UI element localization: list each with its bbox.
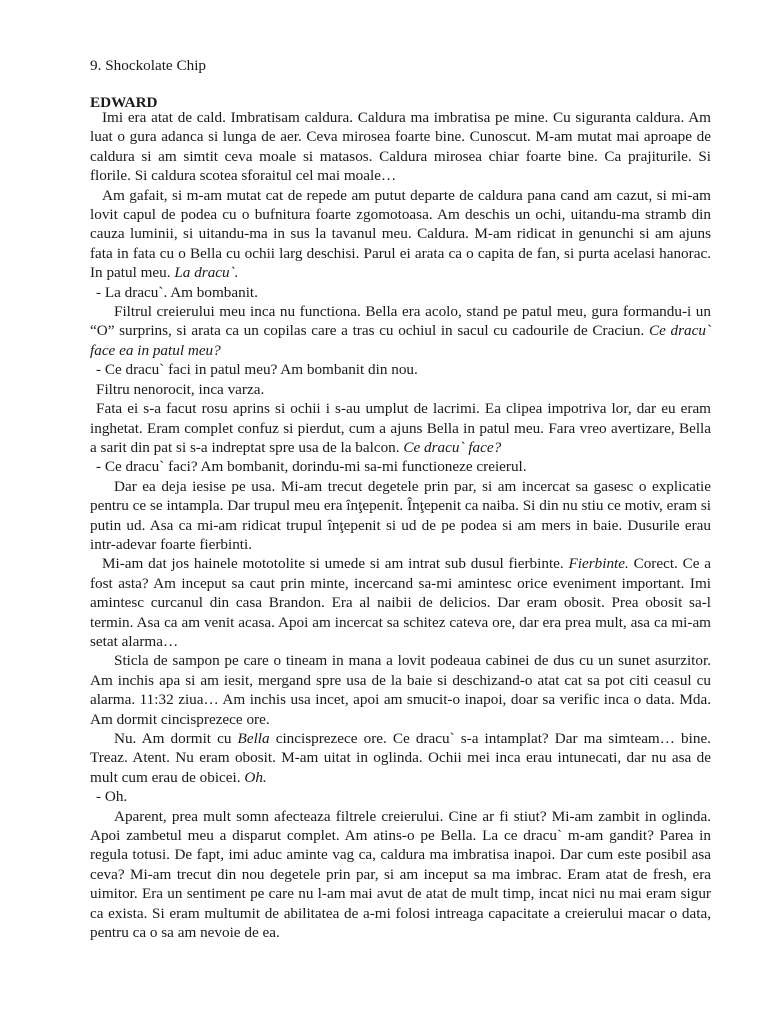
- paragraph-text: Mi-am dat jos hainele mototolite si umede si am intrat sub dusul fierbinte.: [102, 555, 569, 573]
- paragraph-text: Aparent, prea mult somn afecteaza filtrele creierului. Cine ar fi stiut? Mi-am zambit in oglinda. Apoi zambetul meu a disparut complet. Am atins-o pe Bella. La ce dracu` m-am gandit? Parea in regula totusi. De fapt, imi aduc aminte vag ca, caldura ma imbratisa inapoi. Dar cum este posibil asa ceva? Mi-am trecut din nou degetele prin par, si am inceput sa ma imbrac. Eram atat de fresh, era uimitor. Era un sentiment pe care nu l-am mai avut de atat de mult timp, incat nici nu mai eram sigur ca exista. Si eram multumit de abilitatea de a-mi folosi intreaga capacitate a creierului macar o data, pentru ca o sa am nevoie de ea.: [90, 807, 711, 942]
- italic-text: Oh.: [244, 768, 267, 786]
- paragraph-text: cincisprezece ore. Ce dracu` s-a intamplat? Dar ma simteam… bine. Treaz. Atent. Nu eram obosit. M-am uitat in oglinda. Ochii mei inca erau intunecati, dar nu asa de mult cum erau de obicei.: [90, 730, 711, 786]
- paragraph: [90, 807, 711, 943]
- paragraph: [90, 108, 711, 186]
- paragraph: [90, 399, 711, 457]
- paragraph: [90, 787, 711, 806]
- paragraph-text: Dar ea deja iesise pe usa. Mi-am trecut degetele prin par, si am incercat sa gasesc o explicatie pentru ce se intampla. Dar trupul meu era înţepenit. Înţepenit ca naiba. Si din nu stiu ce motiv, eram si putin ud. Asa ca mi-am ridicat trupul înţepenit si ud de pe podea si am mers in baie. Dusurile erau intr-adevar foarte fierbinti.: [90, 477, 711, 553]
- paragraph-text: Fata ei s-a facut rosu aprins si ochii i s-au umplut de lacrimi. Ea clipea impotriva lor, dar eu eram inghetat. Eram complet confuz si pierdut, cum a ajuns Bella in patul meu. Fara vreo avertizare, Bella a sarit din pat si s-a indreptat spre usa de la balcon.: [90, 400, 711, 456]
- paragraph-text: Filtrul creierului meu inca nu functiona. Bella era acolo, stand pe patul meu, gura formandu-i un “O” surprins, si arata ca un copilas care a tras cu ochiul in sacul cu cadourile de Craciun.: [90, 303, 711, 340]
- paragraph: [90, 283, 711, 302]
- italic-text: Bella: [237, 730, 270, 747]
- paragraph: [90, 729, 711, 787]
- paragraph: [90, 651, 711, 729]
- paragraph-text: Filtru nenorocit, inca varza.: [96, 380, 265, 398]
- paragraph: [90, 380, 711, 399]
- paragraph: [90, 360, 711, 379]
- paragraph: [90, 186, 711, 283]
- paragraph: [90, 477, 711, 555]
- paragraph-text: - Oh.: [96, 788, 128, 806]
- chapter-title: 9. Shockolate Chip: [90, 57, 207, 74]
- paragraph-text: Nu. Am dormit cu: [114, 730, 238, 747]
- italic-text: Ce dracu` face?: [403, 438, 502, 456]
- italic-text: Ce dracu` face ea in patul meu?: [90, 322, 711, 359]
- italic-text: La dracu`.: [174, 264, 239, 282]
- paragraph-text: - Ce dracu` faci? Am bombanit, dorindu-mi sa-mi functioneze creierul.: [96, 458, 527, 476]
- paragraph-text: Sticla de sampon pe care o tineam in mana a lovit podeaua cabinei de dus cu un sunet asurzitor. Am inchis apa si am iesit, mergand spre usa de la baie si deschizand-o atat cat sa pot citi ceasul cu alarma. 11:32 ziua… Am inchis usa incet, apoi am smucit-o inapoi, doar sa verific inca o data. Mda. Am dormit cincisprezece ore.: [90, 652, 711, 728]
- paragraph-text: - La dracu`. Am bombanit.: [96, 283, 258, 301]
- paragraph-text: Imi era atat de cald. Imbratisam caldura. Caldura ma imbratisa pe mine. Cu siguranta caldura. Am luat o gura adanca si lunga de aer. Ceva mirosea foarte bine. Cunoscut. M-am mutat mai aproape de caldura si am simtit ceva moale si matasos. Caldura mirosea chiar foarte bine. Ca prajiturile. Si florile. Si caldura scotea sforaitul cel mai moale…: [90, 109, 711, 185]
- paragraph: [90, 457, 711, 476]
- chapter-body: [90, 108, 711, 942]
- paragraph-text: Am gafait, si m-am mutat cat de repede am putut departe de caldura pana cand am cazut, si mi-am lovit capul de podea cu o bufnitura foarte zgomotoasa. Am deschis un ochi, uitandu-ma stramb din cauza luminii, si uitandu-ma in sus la tavanul meu. Caldura. M-am ridicat in genunchi si am ajuns fata in fata cu o Bella cu ochii larg deschisi. Parul ei arata ca o capita de fan, si purta acelasi hanorac. In patul meu.: [90, 186, 711, 282]
- paragraph: [90, 302, 711, 360]
- italic-text: Fierbinte.: [568, 555, 629, 573]
- paragraph: [90, 554, 711, 651]
- paragraph-text: - Ce dracu` faci in patul meu? Am bombanit din nou.: [96, 361, 418, 379]
- pov-heading: EDWARD: [90, 94, 158, 111]
- paragraph-text: Corect. Ce a fost asta? Am inceput sa caut prin minte, incercand sa-mi amintesc orice eveniment important. Imi amintesc curcanul din casa Brandon. Era al naibii de delicios. Dar eram obosit. Prea obosit sa-l termin. Asa ca am venit acasa. Apoi am incercat sa schitez cateva ore, dar era prea mult, asa ca mi-am setat alarma…: [90, 555, 711, 650]
